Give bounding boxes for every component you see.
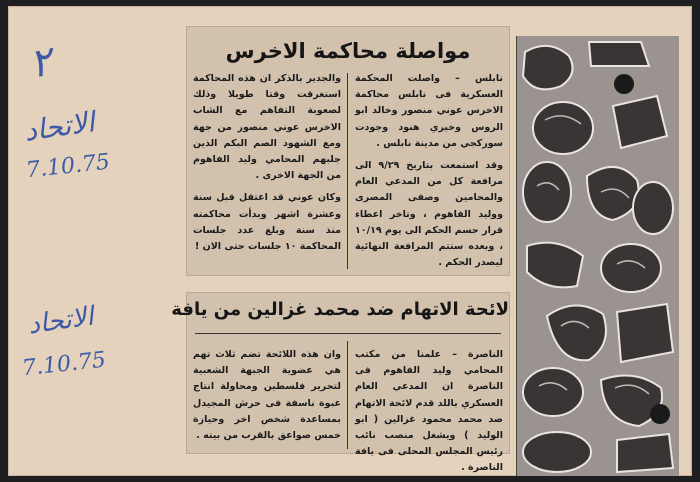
punch-hole-bottom [650,404,670,424]
article-1-column-right [355,71,503,271]
article-1-paragraph: نابلس – واصلت المحكمة العسكرية فى نابلس محاكمة الاخرس عوني منصور وخالد ابو الروس وخيري هنود وجودت سوركجي من مدينة نابلس . [355,73,503,149]
clipping-article-1 [186,26,510,276]
article-2-column-left [193,347,341,444]
article-1-headline: مواصلة محاكمة الاخرس [225,39,471,63]
punch-hole-top [614,74,634,94]
clipping-article-2 [171,292,510,474]
handwritten-source-bottom: الاتحاد [26,301,96,341]
article-2-paragraph: الناصرة – علمنا من مكتب المحامي وليد الفاهوم فى الناصرة ان المدعي العام العسكري باللد قدم لائحة الاتهام ضد محمد محمود غزالين ( ابو الوليد ) ويشغل منصب نائب رئيس المجلس المحلى فى يافة الناصرة . [355,349,503,474]
archive-page [8,6,692,476]
article-1-column-left [193,71,341,255]
column-divider [347,73,348,269]
article-2-column-right [355,347,503,477]
handwritten-date-top: 7.10.75 [24,149,112,184]
article-2-headline: لائحة الاتهام ضد محمد غزالين من يافة [171,299,509,320]
article-1-paragraph: وكان عوني قد اعتقل قبل سنة وعشرة اشهر وبدأت محاكمته منذ سنة وبلغ عدد جلسات المحاكمة ١٠ جلسات حتى الان ! [193,192,341,253]
column-divider [347,341,348,449]
handwritten-initial: ٢ [25,38,57,88]
handwritten-date-bottom: 7.10.75 [20,347,108,382]
article-1-paragraph: وقد استمعت بتاريخ ٩/٢٩ الى مرافعة كل من المدعي العام والمحامين وصفى المصرى ووليد الفاهوم ، وتاخر اعطاء قرار حسم الحكم الى يوم ١٠/١٩ ، وبعده ستتم المرافعة النهائية ليصدر الحكم . [355,160,503,269]
handwritten-source-top: الاتحاد [22,105,97,148]
article-1-paragraph: والجدير بالذكر ان هذه المحاكمة استغرقت وقتا طويلا وذلك لصعوبة التفاهم مع الشاب الاخرس عوني منصور من جهة ومع الشهود الصم البكم الذين جلبهم المحامي وليد الفاهوم من الجهة الاخرى . [193,73,341,182]
headline-rule [195,333,501,334]
article-2-paragraph: وان هذه اللائحة تضم ثلاث تهم هي عضوية الجبهة الشعبية لتحرير فلسطين ومحاولة انتاج عبوة ناسفة فى حرش المجيدل بمساعدة شخص اخر وحيازة خمس صواعق بالقرب من بيته . [193,349,341,442]
